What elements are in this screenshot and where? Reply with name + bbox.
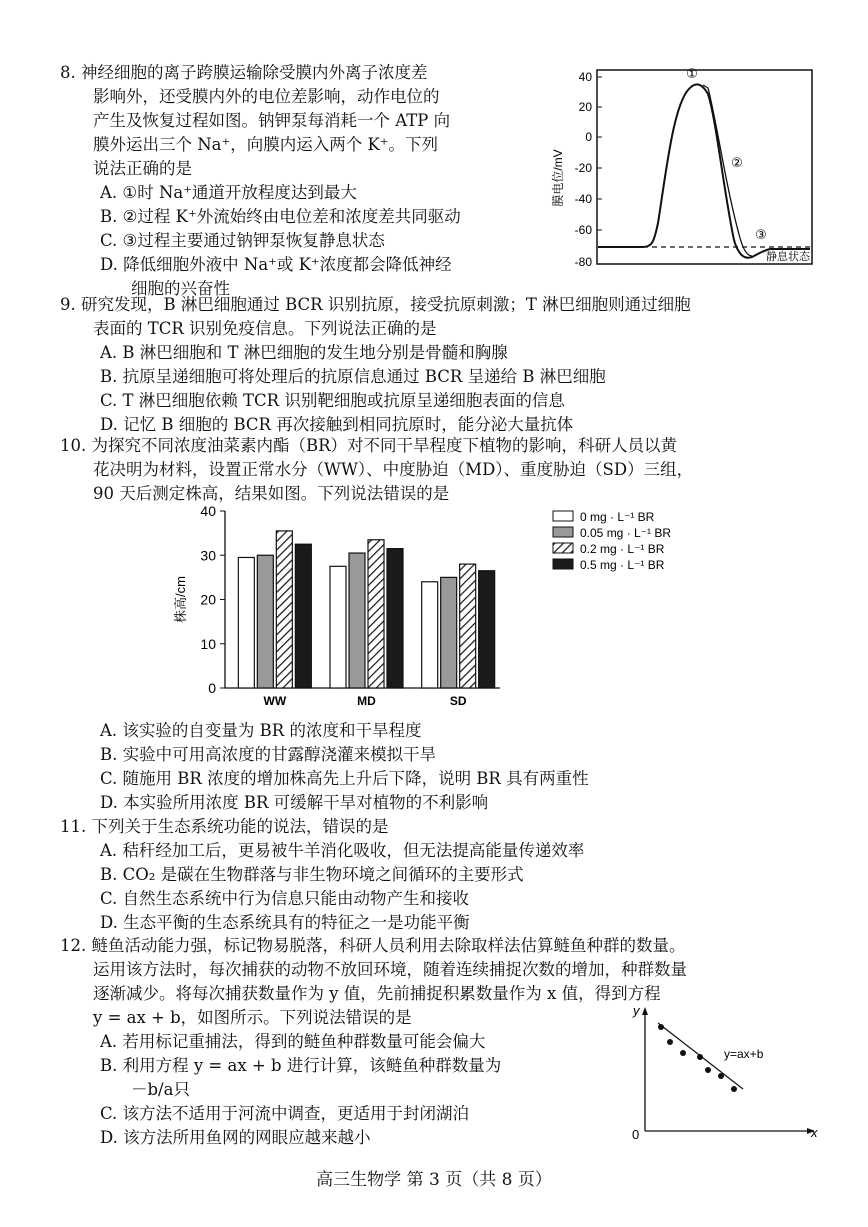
bar-md-series-3 [387, 549, 403, 688]
q10-option-b: B. 实验中可用高浓度的甘露醇浇灌来模拟干旱 [100, 745, 437, 764]
chart-category-label: MD [357, 694, 376, 708]
q9-stem-line-2: 表面的 TCR 识别免疫信息。下列说法正确的是 [93, 319, 437, 338]
q8-stem-line-3: 产生及恢复过程如图。钠钾泵每消耗一个 ATP 向 [93, 111, 451, 130]
q12-stem-line-1: 12. 鲢鱼活动能力强，标记物易脱落，科研人员利用去除取样法估算鲢鱼种群的数量。 [60, 936, 686, 955]
bar-md-series-1 [349, 553, 365, 688]
bar-md-series-2 [368, 540, 384, 688]
bar-sd-series-2 [460, 564, 476, 688]
q11-option-c: C. 自然生态系统中行为信息只能由动物产生和接收 [100, 889, 470, 908]
bar-ww-series-2 [276, 531, 292, 688]
removal-sampling-graph [628, 1003, 828, 1143]
q12-stem-line-4: y = ax + b，如图所示。下列说法错误的是 [93, 1008, 412, 1027]
q11-option-d: D. 生态平衡的生态系统具有的特征之一是功能平衡 [100, 913, 470, 932]
data-point [718, 1073, 724, 1079]
bar-sd-series-3 [479, 571, 495, 688]
legend-swatch-0 [553, 511, 573, 521]
y-axis-label: y [633, 1003, 640, 1018]
q12-option-c: C. 该方法不适用于河流中调查，更适用于封闭湖泊 [100, 1104, 470, 1123]
q12-stem-line-2: 运用该方法时，每次捕获的动物不放回环境，随着连续捕捉次数的增加，种群数量 [93, 960, 687, 979]
y-tick-20: 20 [578, 100, 592, 114]
q9-option-c: C. T 淋巴细胞依赖 TCR 识别靶细胞或抗原呈递细胞表面的信息 [100, 391, 565, 410]
bar-sd-series-1 [441, 577, 457, 688]
y-tick-m40: -40 [574, 192, 592, 206]
q8-stem-line-2: 影响外，还受膜内外的电位差影响，动作电位的 [93, 87, 440, 106]
y-axis-arrow [642, 1007, 648, 1015]
legend-swatch-2 [553, 543, 573, 553]
q11-option-a: A. 秸秆经加工后，更易被牛羊消化吸收，但无法提高能量传递效率 [100, 841, 585, 860]
legend-swatch-3 [553, 559, 573, 569]
bar-ww-series-1 [257, 555, 273, 688]
q12-option-b-cont: －b/a只 [131, 1080, 190, 1099]
y-tick-0: 0 [585, 130, 592, 144]
data-point [680, 1050, 686, 1056]
data-point [658, 1024, 664, 1030]
q12-option-a: A. 若用标记重捕法，得到的鲢鱼种群数量可能会偏大 [100, 1032, 486, 1051]
chart-y-tick-label: 0 [208, 680, 216, 696]
bar-ww-series-0 [238, 557, 254, 688]
mark-2: ② [731, 155, 743, 170]
q9-option-d: D. 记忆 B 细胞的 BCR 再次接触到相同抗原时，能分泌大量抗体 [100, 415, 574, 434]
chart-category-label: WW [263, 694, 287, 708]
chart-y-tick-label: 20 [200, 591, 216, 608]
q10-option-c: C. 随施用 BR 浓度的增加株高先上升后下降，说明 BR 具有两重性 [100, 769, 589, 788]
membrane-potential-curve [598, 84, 810, 257]
origin-label: 0 [632, 1127, 640, 1142]
q8-option-d-cont: 细胞的兴奋性 [131, 279, 230, 298]
bar-md-series-0 [330, 566, 346, 688]
q8-option-c: C. ③过程主要通过钠钾泵恢复静息状态 [100, 231, 385, 250]
chart-category-label: SD [449, 694, 467, 708]
data-point [667, 1039, 673, 1045]
page-footer: 高三生物学 第 3 页（共 8 页） [316, 1170, 552, 1190]
q10-stem-line-2: 花决明为材料，设置正常水分（WW）、中度胁迫（MD）、重度胁迫（SD）三组， [93, 460, 694, 479]
plant-height-bar-chart [170, 503, 690, 718]
bar-ww-series-3 [295, 544, 311, 688]
rest-state-label: 静息状态 [766, 251, 810, 263]
q8-option-b: B. ②过程 K⁺外流始终由电位差和浓度差共同驱动 [100, 207, 461, 226]
curve-offset-line [703, 85, 752, 256]
mark-1: ① [686, 66, 698, 81]
chart-y-tick-label: 40 [200, 503, 216, 519]
y-tick-m80: -80 [574, 255, 592, 269]
y-tick-m60: -60 [574, 223, 592, 237]
q12-option-b: B. 利用方程 y = ax + b 进行计算，该鲢鱼种群数量为 [100, 1056, 502, 1075]
q10-option-a: A. 该实验的自变量为 BR 的浓度和干旱程度 [100, 721, 422, 740]
q12-option-d: D. 该方法所用鱼网的网眼应越来越小 [100, 1128, 371, 1147]
legend-label-1: 0.05 mg · L⁻¹ BR [580, 526, 672, 540]
action-potential-graph [548, 58, 818, 273]
bar-sd-series-0 [422, 582, 438, 688]
legend-label-0: 0 mg · L⁻¹ BR [580, 510, 655, 524]
q9-option-a: A. B 淋巴细胞和 T 淋巴细胞的发生地分别是骨髓和胸腺 [100, 343, 508, 362]
graph-y-axis-label: 膜电位/mV [551, 149, 565, 207]
q8-option-d: D. 降低细胞外液中 Na⁺或 K⁺浓度都会降低神经 [100, 255, 452, 274]
x-axis-label: x [811, 1125, 818, 1140]
q8-stem-line-5: 说法正确的是 [93, 159, 192, 178]
mark-3: ③ [755, 227, 767, 242]
chart-y-tick-label: 30 [200, 547, 216, 564]
graph-frame [597, 70, 812, 264]
legend-swatch-1 [553, 527, 573, 537]
q11-option-b: B. CO₂ 是碳在生物群落与非生物环境之间循环的主要形式 [100, 865, 524, 884]
q12-stem-line-3: 逐渐减少。将每次捕获数量作为 y 值，先前捕捉积累数量作为 x 值，得到方程 [93, 984, 661, 1003]
data-point [697, 1054, 703, 1060]
q10-stem-line-3: 90 天后测定株高，结果如图。下列说法错误的是 [93, 484, 450, 503]
q8-option-a: A. ①时 Na⁺通道开放程度达到最大 [100, 183, 357, 202]
y-tick-m20: -20 [574, 161, 592, 175]
data-point [731, 1086, 737, 1092]
legend-label-2: 0.2 mg · L⁻¹ BR [580, 542, 665, 556]
q9-stem-line-1: 9. 研究发现，B 淋巴细胞通过 BCR 识别抗原，接受抗原刺激；T 淋巴细胞则通过细胞 [60, 295, 691, 314]
q8-stem-line-4: 膜外运出三个 Na⁺，向膜内运入两个 K⁺。下列 [93, 135, 439, 154]
legend-label-3: 0.5 mg · L⁻¹ BR [580, 558, 665, 572]
chart-y-tick-label: 10 [200, 635, 216, 652]
q10-option-d: D. 本实验所用浓度 BR 可缓解干旱对植物的不利影响 [100, 793, 489, 812]
data-point [705, 1067, 711, 1073]
chart-y-axis-label: 株高/cm [173, 576, 188, 623]
equation-label: y=ax+b [724, 1047, 764, 1061]
q11-stem-line-1: 11. 下列关于生态系统功能的说法，错误的是 [60, 817, 389, 836]
q9-option-b: B. 抗原呈递细胞可将处理后的抗原信息通过 BCR 呈递给 B 淋巴细胞 [100, 367, 606, 386]
y-tick-40: 40 [578, 70, 592, 84]
q10-stem-line-1: 10. 为探究不同浓度油菜素内酯（BR）对不同干旱程度下植物的影响，科研人员以黄 [60, 436, 678, 455]
q8-stem-line-1: 8. 神经细胞的离子跨膜运输除受膜内外离子浓度差 [60, 63, 428, 82]
